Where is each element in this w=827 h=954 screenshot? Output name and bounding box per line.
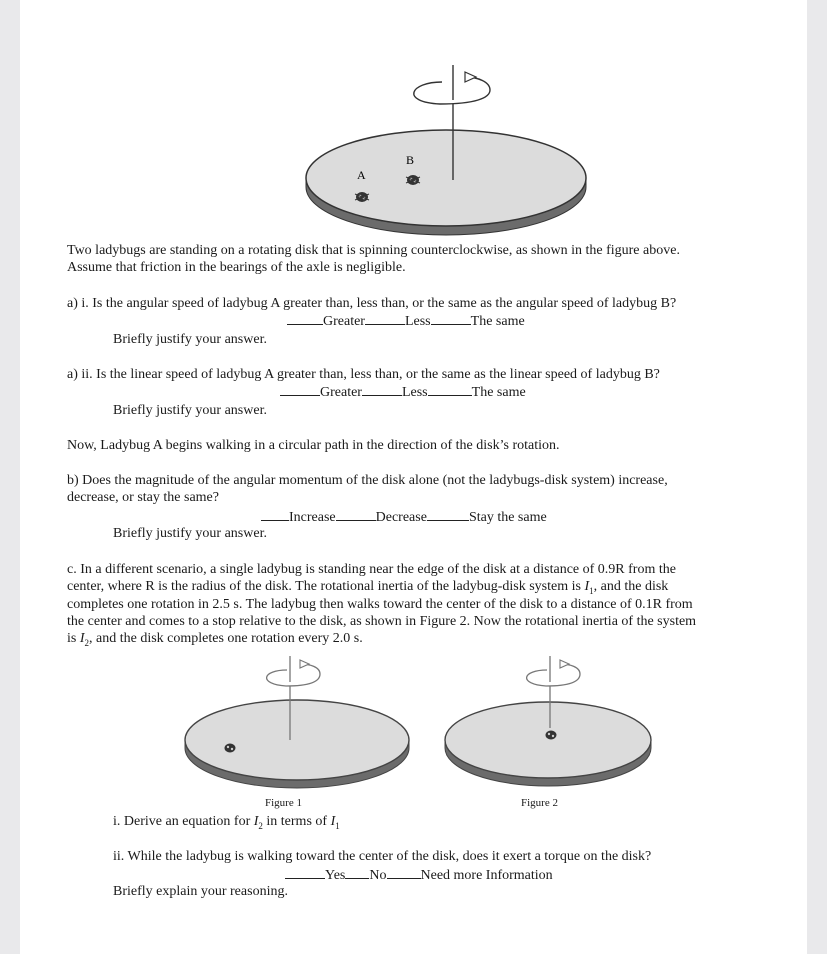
answer-options-a-i [287, 312, 525, 330]
question-a-ii: a) ii. Is the linear speed of ladybug A greater than, less than, or the same as the linear speed of ladybug B? [67, 367, 660, 382]
label-b: B [406, 153, 415, 167]
var-i: I [584, 579, 590, 594]
option-need-more-info: Need more Information [420, 868, 553, 883]
option-yes: Yes [325, 868, 346, 883]
answer-options-a-ii [280, 383, 526, 401]
question-c-i: i. Derive an equation for $I_2$ in terms of $I_1$ [113, 814, 340, 831]
blank-same[interactable] [431, 312, 471, 325]
question-c-line-2: center, where R is the radius of the disk. The rotational inertia of the ladybug-disk system is $I_1$, and the disk [67, 579, 669, 596]
question-c-ii: ii. While the ladybug is walking toward the center of the disk, does it exert a torque on the disk? [113, 849, 652, 864]
disk-top [306, 130, 586, 226]
question-c-line-4: the center and comes to a stop relative to the disk, as shown in Figure 2. Now the rotational inertia of the system [67, 614, 697, 629]
blank-stay-same[interactable] [427, 508, 469, 521]
option-increase: Increase [289, 510, 336, 525]
intro-line-1: Two ladybugs are standing on a rotating disk that is spinning counterclockwise, as shown in the figure above. [67, 243, 680, 258]
option-no: No [369, 868, 387, 883]
blank-need-more-info[interactable] [387, 866, 421, 879]
blank-greater[interactable] [280, 383, 320, 396]
worksheet-page [20, 0, 807, 954]
blank-increase[interactable] [261, 508, 289, 521]
question-b-line-1: b) Does the magnitude of the angular momentum of the disk alone (not the ladybugs-disk system) increase, [67, 473, 668, 488]
rotating-disk-figure [300, 60, 600, 240]
blank-decrease[interactable] [336, 508, 376, 521]
question-c-line-1: c. In a different scenario, a single ladybug is standing near the edge of the disk at a distance of 0.9R from the [67, 562, 676, 577]
blank-less[interactable] [365, 312, 405, 325]
justify-a-ii: Briefly justify your answer. [113, 403, 267, 418]
disk-top [445, 702, 651, 778]
justify-b: Briefly justify your answer. [113, 526, 267, 541]
option-greater: Greater [323, 314, 365, 329]
rotation-arrow-icon [414, 77, 490, 104]
option-greater: Greater [320, 385, 362, 400]
question-b-line-2: decrease, or stay the same? [67, 490, 219, 505]
ladybug-icon [546, 731, 557, 740]
statement-walk: Now, Ladybug A begins walking in a circular path in the direction of the disk’s rotation. [67, 438, 560, 453]
option-stay-same: Stay the same [468, 510, 547, 525]
option-less: Less [404, 314, 431, 329]
blank-yes[interactable] [285, 866, 325, 879]
intro-line-2: Assume that friction in the bearings of the axle is negligible. [67, 260, 406, 275]
figure-2-disk [440, 652, 680, 772]
figure-1-caption: Figure 1 [265, 797, 302, 809]
option-decrease: Decrease [375, 510, 427, 525]
rotation-arrowhead [465, 72, 476, 82]
blank-same[interactable] [428, 383, 472, 396]
figure-2-caption: Figure 2 [521, 797, 558, 809]
blank-less[interactable] [362, 383, 402, 396]
answer-options-b [261, 508, 547, 526]
question-c-line-5: is $I_2$, and the disk completes one rotation every 2.0 s. [67, 631, 363, 648]
label-a: A [357, 168, 366, 182]
var-i: I [79, 631, 85, 646]
blank-no[interactable] [345, 866, 369, 879]
rotation-arrow-icon [527, 664, 580, 686]
option-same: The same [471, 385, 526, 400]
justify-c-ii: Briefly explain your reasoning. [113, 884, 288, 899]
answer-options-c-ii [285, 866, 553, 884]
ladybug-icon [225, 744, 236, 753]
blank-greater[interactable] [287, 312, 323, 325]
rotation-arrow-icon [267, 664, 320, 686]
question-c-line-3: completes one rotation in 2.5 s. The ladybug then walks toward the center of the disk to a distance of 0.1R from [67, 597, 693, 612]
disk-top [185, 700, 409, 780]
option-same: The same [470, 314, 525, 329]
justify-a-i: Briefly justify your answer. [113, 332, 267, 347]
option-less: Less [401, 385, 428, 400]
question-a-i: a) i. Is the angular speed of ladybug A greater than, less than, or the same as the angular speed of ladybug B? [67, 296, 677, 311]
figure-1-disk [180, 652, 420, 772]
